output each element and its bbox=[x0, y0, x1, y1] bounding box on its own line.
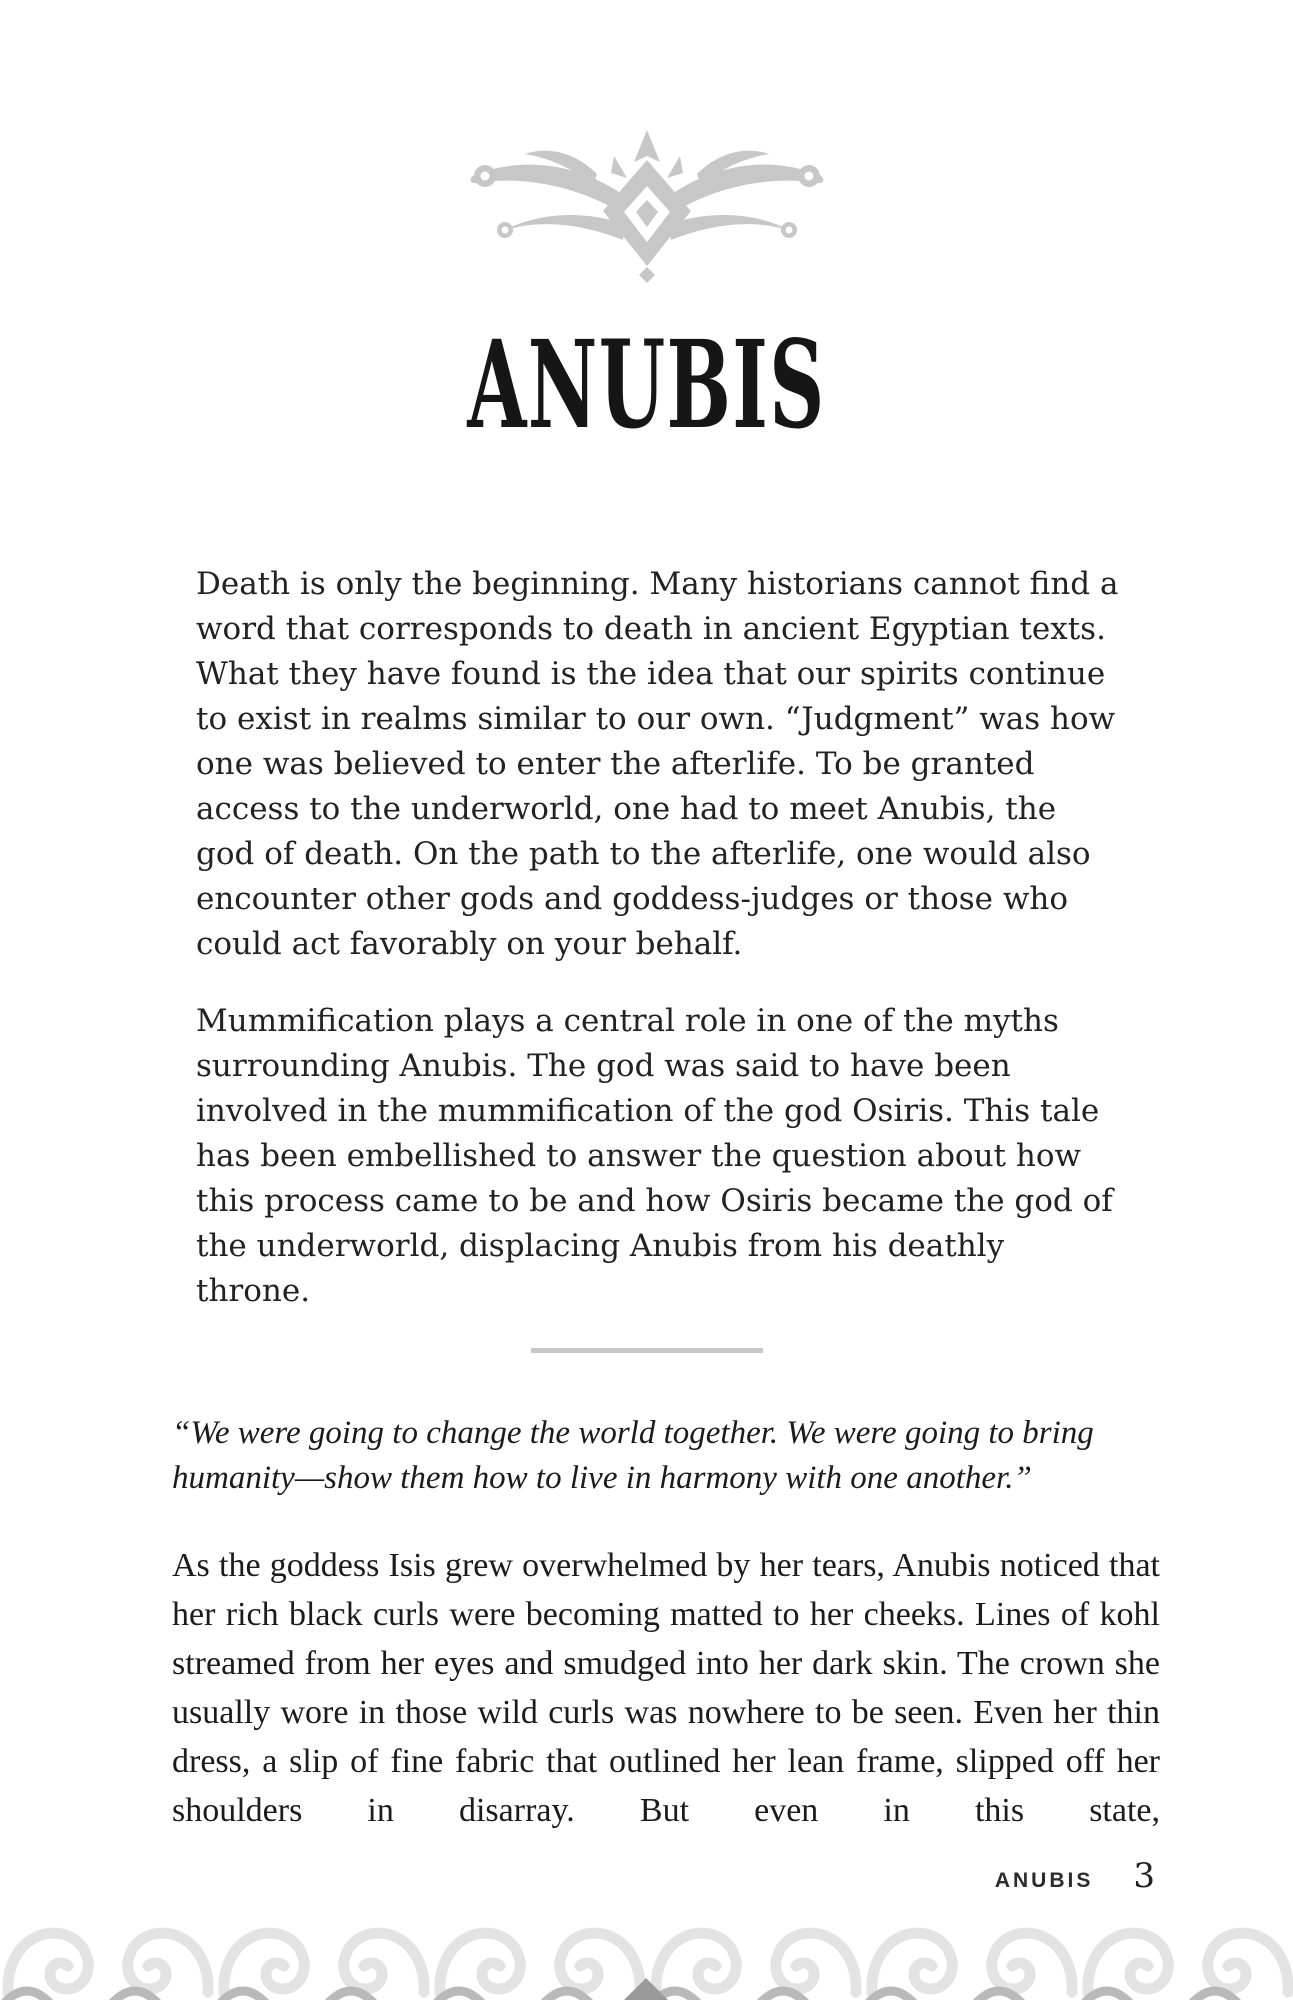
intro-paragraph-1: Death is only the beginning. Many historians cannot find a word that corresponds to death in ancient Egyptian texts. What they have found is the idea that our spirits continue to exist in realms similar to our own. “Judgment” was how one was believed to enter the afterlife. To be granted access to the underworld, one had to meet Anubis, the god of death. On the path to the afterlife, one would also encounter other gods and goddess-judges or those who could act favorably on your behalf. bbox=[196, 566, 1119, 962]
chapter-title: ANUBIS bbox=[467, 314, 826, 457]
bottom-filigree-border bbox=[0, 1908, 1293, 2000]
section-divider bbox=[531, 1348, 763, 1353]
story-paragraph: As the goddess Isis grew overwhelmed by her tears, Anubis noticed that her rich black curls were becoming matted to her cheeks. Lines of kohl streamed from her eyes and smudged into her dark skin. The crown she usually wore in those wild curls was nowhere to be seen. Even her thin dress, a slip of fine fabric that outlined her lean frame, slipped off her shoulders in disarray. But even in this state, bbox=[172, 1547, 1160, 1829]
intro-paragraph-2: Mummification plays a central role in one of the myths surrounding Anubis. The god was said to have been involved in the mummification of the god Osiris. This tale has been embellished to answer the question about how this process came to be and how Osiris became the god of the underworld, displacing Anubis from his deathly throne. bbox=[196, 1003, 1113, 1309]
chapter-ornament-icon bbox=[457, 118, 837, 284]
page-footer bbox=[995, 1856, 1155, 1896]
page-number: 3 bbox=[1133, 1856, 1155, 1896]
intro-section bbox=[196, 562, 1120, 1314]
running-title: ANUBIS bbox=[994, 1869, 1094, 1892]
epigraph-quote: “We were going to change the world together. We were going to bring humanity—show them how to live in harmony with one another.” bbox=[172, 1415, 1094, 1496]
